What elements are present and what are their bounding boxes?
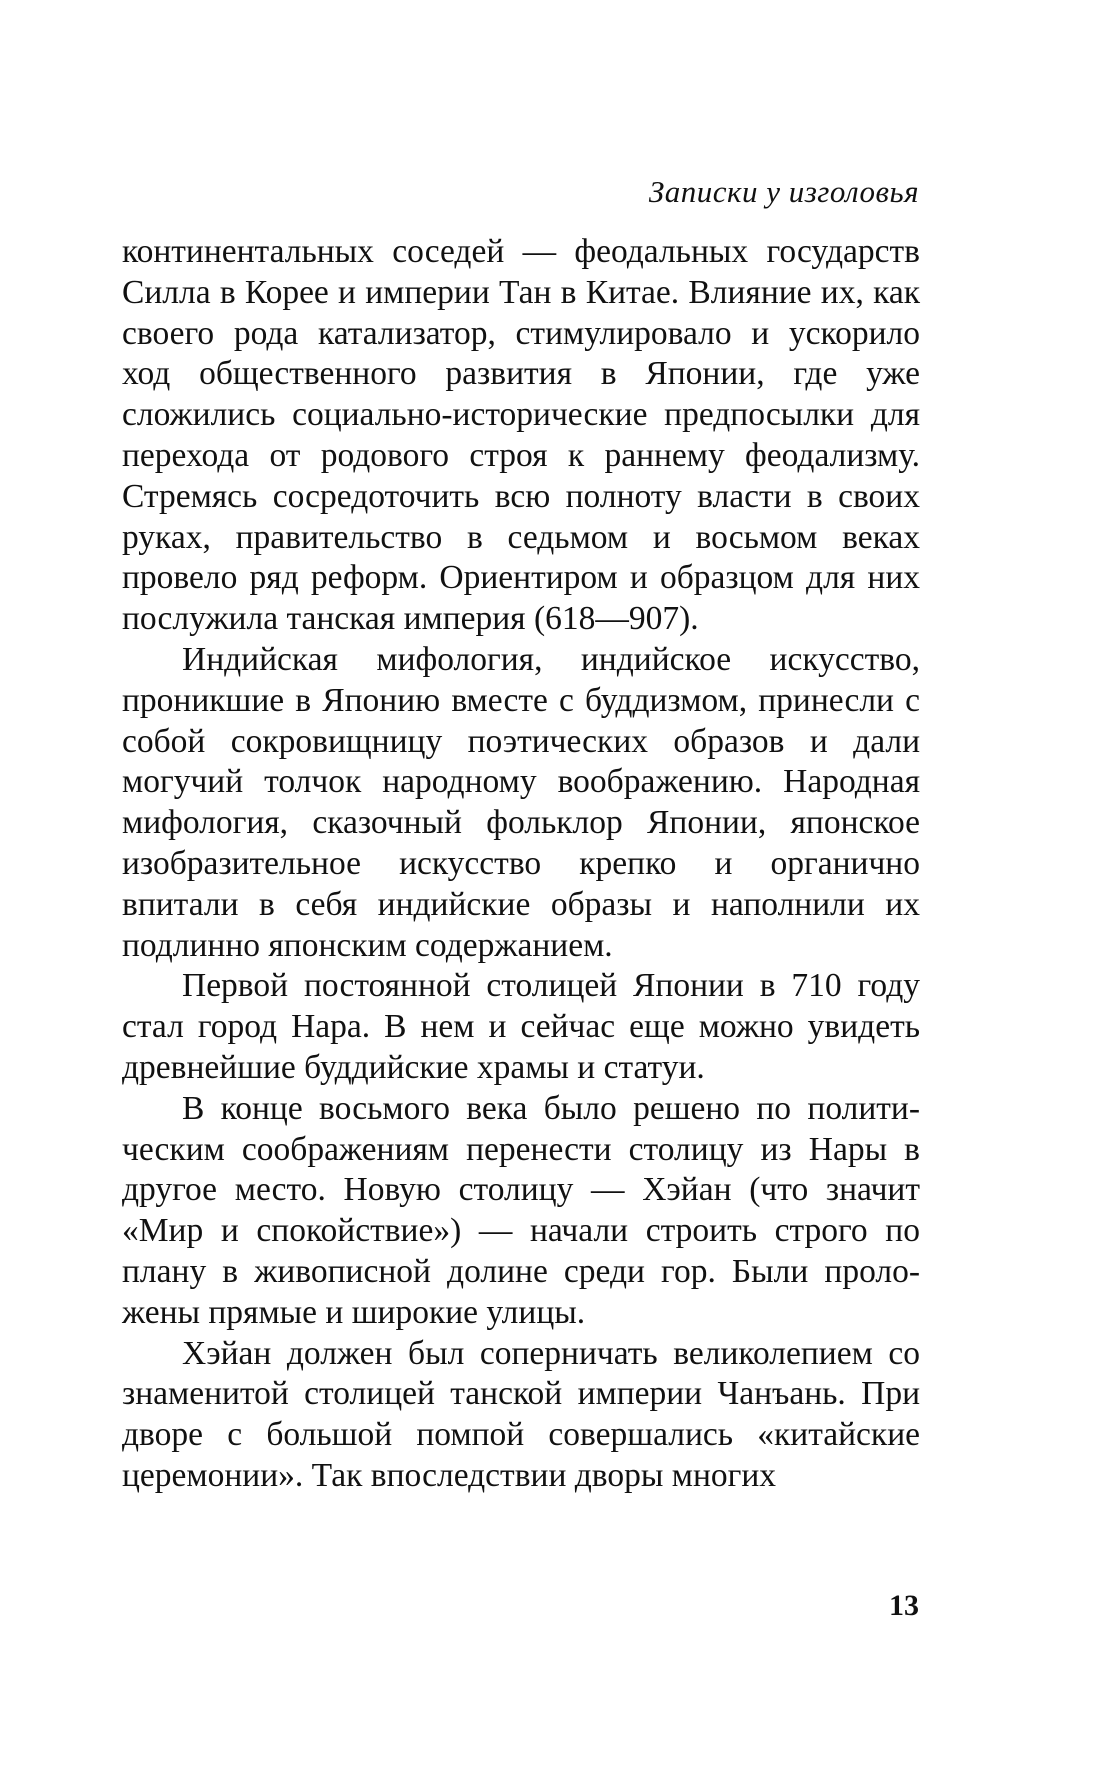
body-text [122,232,920,1497]
paragraph-1: континентальных соседей — феодальных государств Силла в Корее и империи Тан в Китае. Влияние их, как своего рода катализатор, стимулировало и ускорило ход общественного развития в Японии, где уже сложились социально-исторические предпосылки для перехода от родового строя к раннему феодализму. Стремясь сосредоточить всю полноту власти в своих руках, правительство в седьмом и восьмом веках провело ряд реформ. Ориентиром и образцом для них послужила танская империя (618—907). [122,233,920,638]
page-number: 13 [889,1589,919,1622]
paragraph-2: Индийская мифология, индийское искусство, проникшие в Японию вместе с буддизмом, принесли с собой сокровищницу поэтических образов и дали могучий толчок народному воображению. Народная мифология, сказочный фольклор Японии, японское изобразительное искусство крепко и органично впитали в себя индийские образы и наполнили их подлинно японским содержанием. [122,640,920,964]
paragraph-3: Первой постоянной столицей Японии в 710 году стал город Нара. В нем и сейчас еще можно увидеть древнейшие буддийские храмы и статуи. [122,967,920,1086]
paragraph-4: В конце восьмого века было решено по политическим соображениям перенести столицу из Нары в другое место. Новую столицу — Хэйан (что значит «Мир и спокойствие») — начали строить строго по плану в живописной долине среди гор. Были проложены прямые и широкие улицы. [122,1089,920,1331]
running-header: Записки у изголовья [648,174,919,209]
paragraph-5: Хэйан должен был соперничать великолепием со знаменитой столицей танской империи Чанъань. При дворе с большой помпой совершались «китайские церемонии». Так впоследствии дворы многих [122,1334,920,1494]
